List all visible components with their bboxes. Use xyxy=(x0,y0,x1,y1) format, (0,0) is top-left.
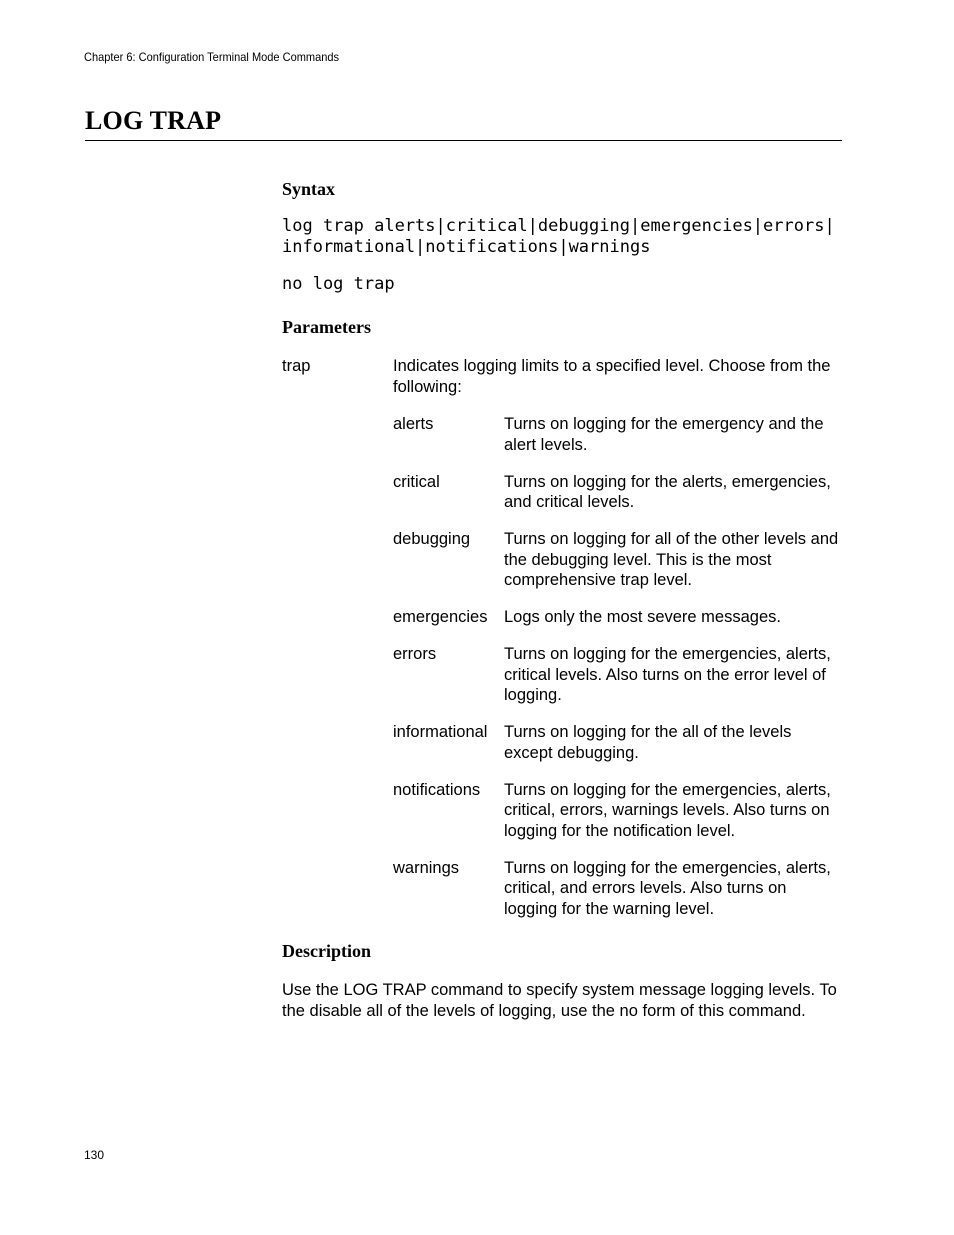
title-rule xyxy=(85,140,842,141)
param-description: Indicates logging limits to a specified level. Choose from the following: xyxy=(393,357,831,396)
level-name: critical xyxy=(393,472,440,491)
level-name: errors xyxy=(393,645,437,663)
level-name: informational xyxy=(393,723,488,741)
description-heading: Description xyxy=(282,941,371,961)
level-name: emergencies xyxy=(393,608,488,626)
page-number: 130 xyxy=(84,1148,105,1162)
level-name: notifications xyxy=(393,780,481,799)
description-text: Use the LOG TRAP command to specify system message logging levels. To the disable all of the levels of logging, use the no form of this command. xyxy=(282,981,837,1020)
level-row xyxy=(393,780,843,842)
level-description: Turns on logging for all of the other levels and the debugging level. This is the most comprehensive trap level. xyxy=(504,530,839,589)
level-description: Turns on logging for the emergencies, alerts, critical, errors, warnings levels. Also turns on logging for the notification level. xyxy=(504,780,831,840)
parameters-heading: Parameters xyxy=(282,317,371,337)
level-description: Turns on logging for the all of the levels except debugging. xyxy=(504,723,792,762)
level-row xyxy=(393,414,843,455)
level-row xyxy=(393,607,843,628)
param-name: trap xyxy=(282,357,311,375)
level-name: debugging xyxy=(393,530,471,548)
running-header: Chapter 6: Configuration Terminal Mode Commands xyxy=(84,50,340,64)
syntax-command-line-1: log trap alerts|critical|debugging|emergencies|errors| xyxy=(282,216,835,236)
level-description: Turns on logging for the emergency and the alert levels. xyxy=(504,415,824,454)
level-description: Turns on logging for the emergencies, alerts, critical, and errors levels. Also turns on logging for the warning level. xyxy=(504,858,831,918)
level-description: Turns on logging for the emergencies, alerts, critical levels. Also turns on the error level of logging. xyxy=(504,645,831,704)
level-description: Turns on logging for the alerts, emergencies, and critical levels. xyxy=(504,472,831,511)
syntax-command xyxy=(282,216,835,258)
level-row xyxy=(393,858,843,920)
level-name: warnings xyxy=(393,858,460,877)
level-row xyxy=(393,722,843,763)
level-row xyxy=(393,644,843,706)
syntax-no-form: no log trap xyxy=(282,274,395,294)
trap-level-table xyxy=(393,414,843,936)
syntax-command-line-2: informational|notifications|warnings xyxy=(282,237,651,257)
level-row xyxy=(393,529,843,591)
level-row xyxy=(393,472,843,513)
syntax-heading: Syntax xyxy=(282,179,336,199)
page-title: LOG TRAP xyxy=(85,106,222,135)
level-description: Logs only the most severe messages. xyxy=(504,608,781,626)
level-name: alerts xyxy=(393,415,434,433)
